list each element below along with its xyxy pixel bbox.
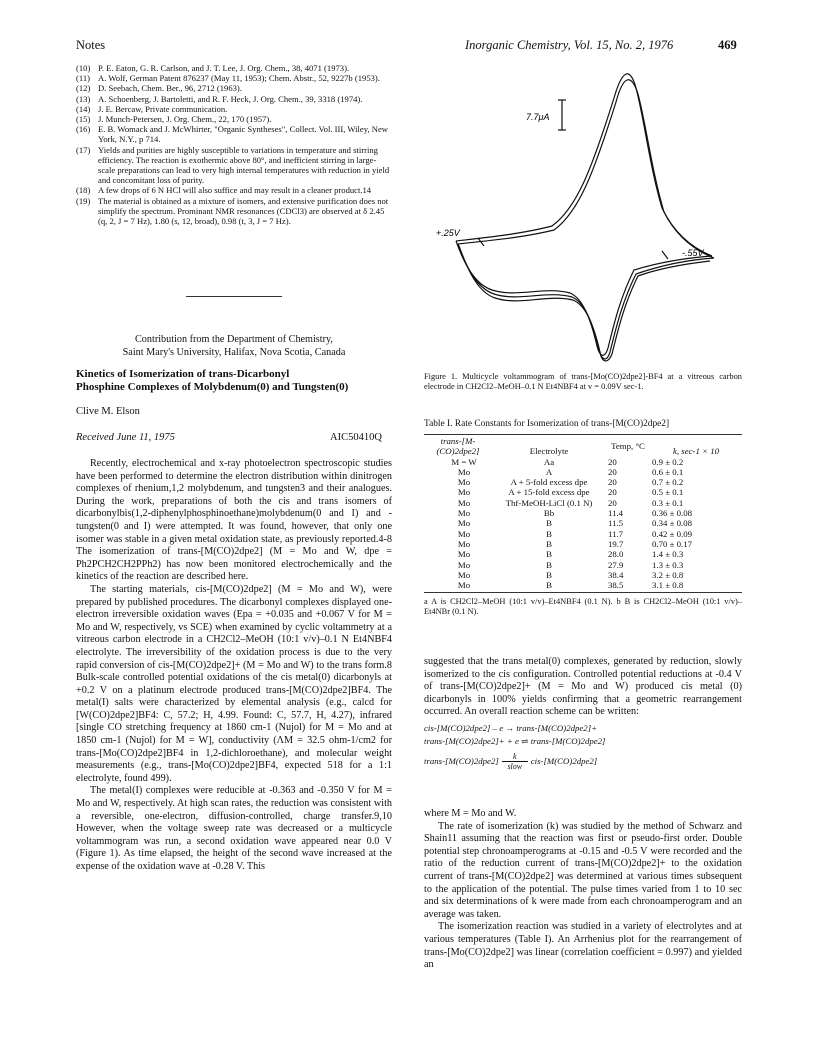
table-cell: 20 <box>608 497 617 508</box>
table-body <box>424 457 742 591</box>
table-rule-top <box>424 434 742 435</box>
table-cell: 3.1 ± 0.8 <box>652 580 684 591</box>
reference-item <box>76 196 392 227</box>
table-cell: B <box>546 538 552 549</box>
table-cell: 20 <box>608 477 617 488</box>
table-cell: A + 5-fold excess dpe <box>510 477 588 488</box>
reference-text: Yields and purities are highly susceptible to variations in temperature and stirring efficiency. The reaction is exothermic above 80°, and inefficient stirring in large-scale preparations can lead to very high internal temperatures with reduction in yield and concomitant loss of purity. <box>98 144 390 186</box>
reference-number: (17) <box>76 144 91 155</box>
table-footnote: a A is CH2Cl2–MeOH (10:1 v/v)–Et4NBF4 (0.1 N). b B is CH2Cl2–MeOH (10:1 v/v)–Et4NBr (0.1 N). <box>424 597 742 617</box>
reference-number: (10) <box>76 63 91 73</box>
end-potential-label: -.55V <box>682 248 704 258</box>
table-row <box>424 457 742 467</box>
equation-product: cis-[M(CO)2dpe2] <box>530 756 598 766</box>
table-cell: A <box>545 466 553 477</box>
table-cell: 11.7 <box>608 528 624 539</box>
table-row <box>424 539 742 549</box>
table-rule-bottom <box>424 592 742 593</box>
table-row <box>424 529 742 539</box>
table-cell: Mo <box>457 559 471 570</box>
reference-item <box>76 124 392 144</box>
table-cell: Mo <box>457 569 471 580</box>
table-row <box>424 549 742 559</box>
table-row <box>424 518 742 528</box>
table-row <box>424 467 742 477</box>
body-right-column <box>424 656 742 719</box>
table-cell: 0.3 ± 0.1 <box>652 497 684 508</box>
table-cell: 28.0 <box>608 549 624 560</box>
table-row <box>424 477 742 487</box>
reference-text: J. Munch-Petersen, J. Org. Chem., 22, 170 (1957). <box>98 114 272 125</box>
slow-label: slow <box>507 762 523 771</box>
body-left-column <box>76 458 392 874</box>
author: Clive M. Elson <box>76 406 140 417</box>
journal-citation: Inorganic Chemistry, Vol. 15, No. 2, 1976 <box>465 38 674 52</box>
table-cell: 0.6 ± 0.1 <box>652 466 684 477</box>
rate-constants-table-block <box>424 419 742 617</box>
reference-number: (16) <box>76 124 91 135</box>
reference-text: J. E. Bercaw, Private communication. <box>98 103 228 114</box>
table-row <box>424 498 742 508</box>
affiliation-line-2: Saint Mary's University, Halifax, Nova Scotia, Canada <box>122 347 346 358</box>
reference-text: P. E. Eaton, G. R. Carlson, and J. T. Lee, J. Org. Chem., 38, 4071 (1973). <box>98 63 350 73</box>
voltammogram-trace <box>456 74 712 256</box>
table-cell: Mo <box>457 538 471 549</box>
table-row <box>424 580 742 590</box>
reference-item <box>76 145 392 186</box>
received-date: Received June 11, 1975 <box>76 432 175 443</box>
start-potential-label: +.25V <box>436 228 460 238</box>
reference-text: A few drops of 6 N HCl will also suffice and may result in a cleaner product.14 <box>98 185 372 196</box>
table-cell: Mo <box>457 497 471 508</box>
page-number: 469 <box>718 38 737 52</box>
table-cell: 0.5 ± 0.1 <box>652 487 684 498</box>
rate-constants-table <box>424 436 742 590</box>
equation: cis-[M(CO)2dpe2] – e → trans-[M(CO)2dpe2]+ <box>424 723 598 733</box>
table-row <box>424 570 742 580</box>
reference-number: (19) <box>76 195 91 206</box>
table-cell: 3.2 ± 0.8 <box>652 569 684 580</box>
reaction-scheme <box>424 722 742 771</box>
table-cell: Mo <box>457 549 471 560</box>
where-line: where M = Mo and W. <box>424 808 517 819</box>
voltammogram-trace <box>458 80 714 258</box>
reference-item <box>76 104 392 114</box>
table-row <box>424 487 742 497</box>
section-divider <box>186 296 282 297</box>
paragraph: The starting materials, cis-[M(CO)2dpe2] (M = Mo and W), were prepared by published procedures. The dicarbonyl complexes displayed one-electron irreversible oxidation waves (Epa = +0.035 and +0.067 V for M = Mo and W, respectively, vs SCE) when examined by cyclic voltammetry at a vitreous carbon electrode in a CH2Cl2–MeOH (10:1 v/v)–0.1 N Et4NBF4 electrolyte. The irreversibility of the oxidation process is due to the very rapid conversion of cis-[M(CO)2dpe2]+ (M = Mo and W) to the trans form.8 Bulk-scale controlled potential oxidations of the cis metal(0) dicarbonyls at +0.2 V on a platinum electrode produced trans-[M(CO)2dpe2]BF4. The metal(I) salts were characterized by elemental analysis (e.g., calcd for [W(CO)2dpe2]BF4: C, 57.2; H, 4.99. Found: C, 57.7, H, 4.27), infrared [single CO stretching frequency at 1860 cm-1 (Nujol) for M = Mo and at 1850 cm-1 (Nujol) for M = W], conductivity (ΛM = 32.5 ohm-1/cm2 for trans-[Mo(CO)2dpe2]BF4 in 1,2-dichloroethane), and molecular weight measurements (e.g., trans-[Mo(CO)2dpe2]BF4, expected 518 for a 1:1 electrolyte, found 499). <box>76 583 392 784</box>
rate-constant-k: k <box>513 752 517 761</box>
table-cell: 0.36 ± 0.08 <box>652 508 693 519</box>
scale-label: 7.7μA <box>526 112 550 122</box>
equation <box>424 752 742 771</box>
table-cell: Mo <box>457 487 471 498</box>
table-cell: 38.4 <box>608 569 624 580</box>
title-line-1: Kinetics of Isomerization of trans-Dicarbonyl <box>76 368 290 380</box>
table-cell: Mo <box>457 477 471 488</box>
reference-item <box>76 185 392 195</box>
equation-arrow <box>502 752 528 771</box>
table-cell: M = W <box>451 456 477 467</box>
table-cell: B <box>546 569 552 580</box>
reference-number: (13) <box>76 93 91 104</box>
voltammogram-trace <box>458 244 714 359</box>
paragraph: suggested that the trans metal(0) complexes, generated by reduction, slowly isomerized to the cis configuration. Controlled potential reductions at -0.4 V of trans-[M(CO)2dpe2]+ (M = Mo and W) produced cis metal (0) dicarbonyls in 100% yields confirming that a geometric rearrangement occurred. An overall reaction scheme can be written: <box>424 656 742 718</box>
table-cell: B <box>546 559 552 570</box>
column-header: Temp, °C <box>611 441 645 452</box>
paragraph: The rate of isomerization (k) was studied by the method of Schwarz and Shain11 assuming that the reaction was first or pseudo-first order. Double potential step chronoamperograms at -0.15 and -0.5 V were recorded and the ratio of the reduction current of trans-[M(CO)2dpe2]+ to the oxidation current of trans-[M(CO)2dpe2] was determined at various times subsequent to the application of the potential. The pulse times varied from 1 to 10 sec and six determinations of k were made from each chronoamperogram and an average was taken. <box>424 820 742 920</box>
table-cell: Mo <box>457 466 471 477</box>
paragraph: The isomerization reaction was studied in a variety of electrolytes and at various temperatures (Table I). An Arrhenius plot for the rearrangement of trans-[Mo(CO)2dpe2] was linear (correlation coefficient = 0.997) and yielded an <box>424 921 742 971</box>
references-list <box>76 63 392 226</box>
reference-item <box>76 114 392 124</box>
reference-text: A. Schoenberg, J. Bartoletti, and R. F. Heck, J. Org. Chem., 39, 3318 (1974). <box>98 93 363 104</box>
body-right-column-2 <box>424 808 742 972</box>
table-cell: 0.7 ± 0.2 <box>652 477 684 488</box>
marker-line <box>662 251 668 259</box>
table-row <box>424 508 742 518</box>
table-cell: B <box>546 518 552 529</box>
reference-number: (14) <box>76 103 91 114</box>
table-cell: 20 <box>608 487 617 498</box>
voltammogram-figure <box>422 58 742 368</box>
table-cell: Mo <box>457 528 471 539</box>
table-title: Table I. Rate Constants for Isomerization of trans-[M(CO)2dpe2] <box>424 419 670 429</box>
title-line-2: Phosphine Complexes of Molybdenum(0) and Tungsten(0) <box>76 381 349 393</box>
table-cell: Bb <box>543 508 555 519</box>
manuscript-code: AIC50410Q <box>330 432 382 443</box>
running-head-left: Notes <box>76 38 106 52</box>
reference-number: (18) <box>76 185 91 196</box>
table-cell: B <box>546 580 552 591</box>
table-cell: 0.70 ± 0.17 <box>652 538 693 549</box>
reference-text: The material is obtained as a mixture of isomers, and extensive purification does not simplify the spectrum. Prominant NMR resonances (CDCl3) are observed at δ 2.45 (q, 2, J = 7 Hz), 1.80 (s, 12, broad), 0.98 (t, 3, J = 7 Hz). <box>98 195 389 227</box>
table-cell: Mo <box>457 508 471 519</box>
paragraph: The metal(I) complexes were reducible at -0.363 and -0.350 V for M = Mo and W, respectively. At high scan rates, the reduction was consistent with a reversible, one-electron, diffusion-controlled, charge transfer.9,10 However, when the voltage sweep rate was decreased or a multicycle voltammogram was run, a second oxidation wave appeared near 0.0 V (Figure 1). As time elapsed, the height of the second wave increased at the expense of the oxidation wave at -0.28 V. This <box>76 785 392 872</box>
reference-item <box>76 73 392 83</box>
reference-text: E. B. Womack and J. McWhirter, "Organic Syntheses", Collect. Vol. III, Wiley, New York, N.Y., p 714. <box>98 124 388 145</box>
column-header: k, sec-1 × 10 <box>673 446 719 457</box>
voltammogram-trace <box>459 246 710 361</box>
reference-text: D. Seebach, Chem. Ber., 96, 2712 (1963). <box>98 83 242 94</box>
column-header: trans-[M-(CO)2dpe2] <box>436 436 480 457</box>
paragraph: Recently, electrochemical and x-ray photoelectron spectroscopic studies have been performed to determine the electron distribution within dinitrogen complexes of rhenium,1,2 molybdenum, and tungsten3 and their analogues. During the work, preparations of both the cis and trans isomers of dicarbonylbis(1,2-diphenylphosphinoethane)molybdenum(0 and I) and -tungsten(0 and I) were attempted. It was found, however, that only one isomer was stable in a given metal oxidation state, as previously reported.4-8 The isomerization of trans-[M(CO)2dpe2] (M = Mo and W, dpe = Ph2PCH2CH2PPh2) has now been monitored electrochemically and the kinetics of the reaction are described here. <box>76 458 392 583</box>
table-cell: A + 15-fold excess dpe <box>508 487 590 498</box>
reference-item <box>76 63 392 73</box>
affiliation-line-1: Contribution from the Department of Chemistry, <box>135 334 333 345</box>
table-cell: Aa <box>543 456 555 467</box>
table-row <box>424 560 742 570</box>
table-cell: 1.3 ± 0.3 <box>652 559 684 570</box>
equation-reactant: trans-[M(CO)2dpe2] <box>424 756 499 766</box>
article-title <box>76 368 396 394</box>
reference-item <box>76 83 392 93</box>
table-cell: 38.5 <box>608 580 624 591</box>
table-cell: 1.4 ± 0.3 <box>652 549 684 560</box>
reference-number: (15) <box>76 114 91 125</box>
table-cell: 11.5 <box>608 518 624 529</box>
table-cell: 20 <box>608 456 617 467</box>
equation: trans-[M(CO)2dpe2]+ + e ⇌ trans-[M(CO)2dpe2] <box>424 736 606 746</box>
table-cell: B <box>546 528 552 539</box>
reference-text: A. Wolf, German Patent 876237 (May 11, 1953); Chem. Abstr., 52, 9227b (1953). <box>98 73 380 84</box>
table-cell: 0.42 ± 0.09 <box>652 528 693 539</box>
table-cell: Thf-MeOH-LiCl (0.1 N) <box>505 497 593 508</box>
table-cell: 19.7 <box>608 538 624 549</box>
figure-caption: Figure 1. Multicycle voltammogram of trans-[Mo(CO)2dpe2]-BF4 at a vitreous carbon electrode in CH2Cl2–MeOH–0.1 N Et4NBF4 at v = 0.09V sec-1. <box>424 372 742 391</box>
reference-item <box>76 94 392 104</box>
column-header: Electrolyte <box>529 446 569 457</box>
table-cell: 11.4 <box>608 508 624 519</box>
table-cell: B <box>546 549 552 560</box>
table-header-row <box>424 436 742 457</box>
table-cell: Mo <box>457 518 471 529</box>
voltammogram-plot <box>422 58 742 368</box>
table-cell: 0.34 ± 0.08 <box>652 518 693 529</box>
table-cell: 20 <box>608 466 617 477</box>
reference-number: (12) <box>76 83 91 94</box>
reference-number: (11) <box>76 73 90 84</box>
table-cell: 0.9 ± 0.2 <box>652 456 684 467</box>
contribution-affiliation <box>76 333 392 359</box>
table-cell: 27.9 <box>608 559 624 570</box>
table-cell: Mo <box>457 580 471 591</box>
